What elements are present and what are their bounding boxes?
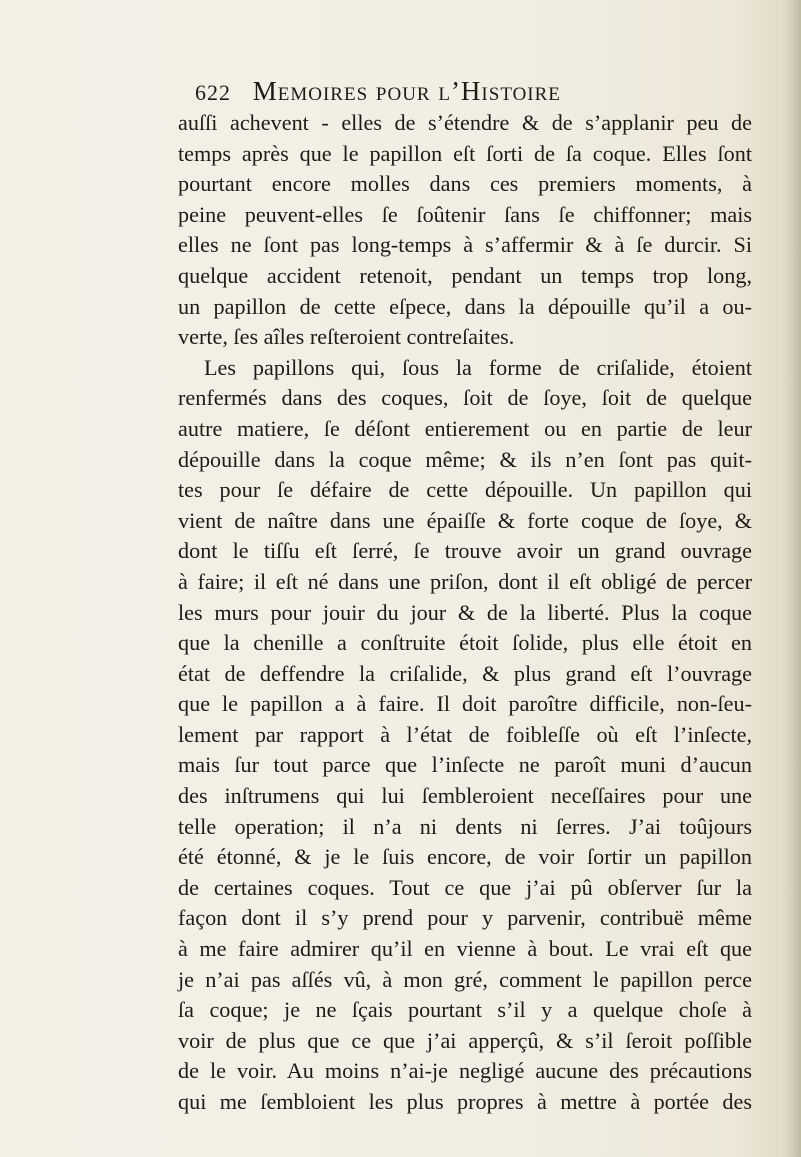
text-line: Les papillons qui, ſous la forme de criſalide, étoient — [204, 354, 752, 380]
text-line: vient de naître dans une épaiſſe & forte coque de ſoye, & — [178, 507, 752, 533]
text-line: façon dont il s’y prend pour y parvenir, contribuë même — [178, 905, 752, 931]
text-line: de certaines coques. Tout ce que j’ai pû obſerver ſur la — [178, 874, 752, 900]
page-edge-shadow — [783, 0, 801, 1157]
text-line: ſa coque; je ne ſçais pourtant s’il y a quelque choſe à — [178, 997, 752, 1023]
text-line: qui me ſembloient les plus propres à mettre à portée des — [178, 1089, 752, 1114]
text-line: un papillon de cette eſpece, dans la dépouille qu’il a ou- — [178, 293, 752, 319]
running-title: Memoires pour l’Histoire — [252, 76, 561, 106]
text-line: renfermés dans des coques, ſoit de ſoye, ſoit de quelque — [178, 385, 752, 411]
running-header — [195, 76, 715, 110]
text-line: été étonné, & je le ſuis encore, de voir ſortir un papillon — [178, 844, 752, 870]
text-line: elles ne ſont pas long-temps à s’affermir & à ſe durcir. Si — [178, 232, 752, 258]
text-line: de le voir. Au moins n’ai-je negligé aucune des précautions — [178, 1058, 752, 1084]
text-line: mais ſur tout parce que l’inſecte ne paroît muni d’aucun — [178, 752, 752, 778]
text-line: quelque accident retenoit, pendant un temps trop long, — [178, 262, 752, 288]
text-line: tes pour ſe défaire de cette dépouille. Un papillon qui — [178, 477, 752, 503]
text-line: que le papillon a à faire. Il doit paroître difficile, non-ſeu- — [178, 691, 752, 717]
text-line: les murs pour jouir du jour & de la liberté. Plus la coque — [178, 599, 752, 625]
text-line: des inſtrumens qui lui ſembleroient neceſſaires pour une — [178, 783, 752, 809]
text-line: état de deffendre la criſalide, & plus grand eſt l’ouvrage — [178, 660, 752, 686]
text-line: peine peuvent-elles ſe ſoûtenir ſans ſe chiffonner; mais — [178, 201, 752, 227]
text-line: autre matiere, ſe déſont entierement ou en partie de leur — [178, 415, 752, 441]
text-line: temps après que le papillon eſt ſorti de ſa coque. Elles ſont — [178, 140, 752, 166]
text-line: à me faire admirer qu’il en vienne à bout. Le vrai eſt que — [178, 936, 752, 962]
text-line: à faire; il eſt né dans une priſon, dont il eſt obligé de percer — [178, 568, 752, 594]
page-number: 622 — [195, 80, 231, 105]
text-line: verte, ſes aîles reſteroient contreſaites. — [178, 324, 515, 350]
text-line: je n’ai pas aſſés vû, à mon gré, comment le papillon perce — [178, 966, 752, 992]
text-line: que la chenille a conſtruite étoit ſolide, plus elle étoit en — [178, 630, 752, 656]
text-line: dépouille dans la coque même; & ils n’en ſont pas quit- — [178, 446, 752, 472]
text-line: telle operation; il n’a ni dents ni ſerres. J’ai toûjours — [178, 813, 752, 839]
text-line: dont le tiſſu eſt ſerré, ſe trouve avoir un grand ouvrage — [178, 538, 752, 564]
text-line: auſſi achevent - elles de s’étendre & de s’applanir peu de — [178, 110, 752, 135]
body-text — [178, 108, 752, 1118]
text-line: pourtant encore molles dans ces premiers moments, à — [178, 171, 752, 197]
text-line: lement par rapport à l’état de foibleſſe où eſt l’inſecte, — [178, 721, 752, 747]
text-line: voir de plus que ce que j’ai apperçû, & s’il ſeroit poſſible — [178, 1027, 752, 1053]
